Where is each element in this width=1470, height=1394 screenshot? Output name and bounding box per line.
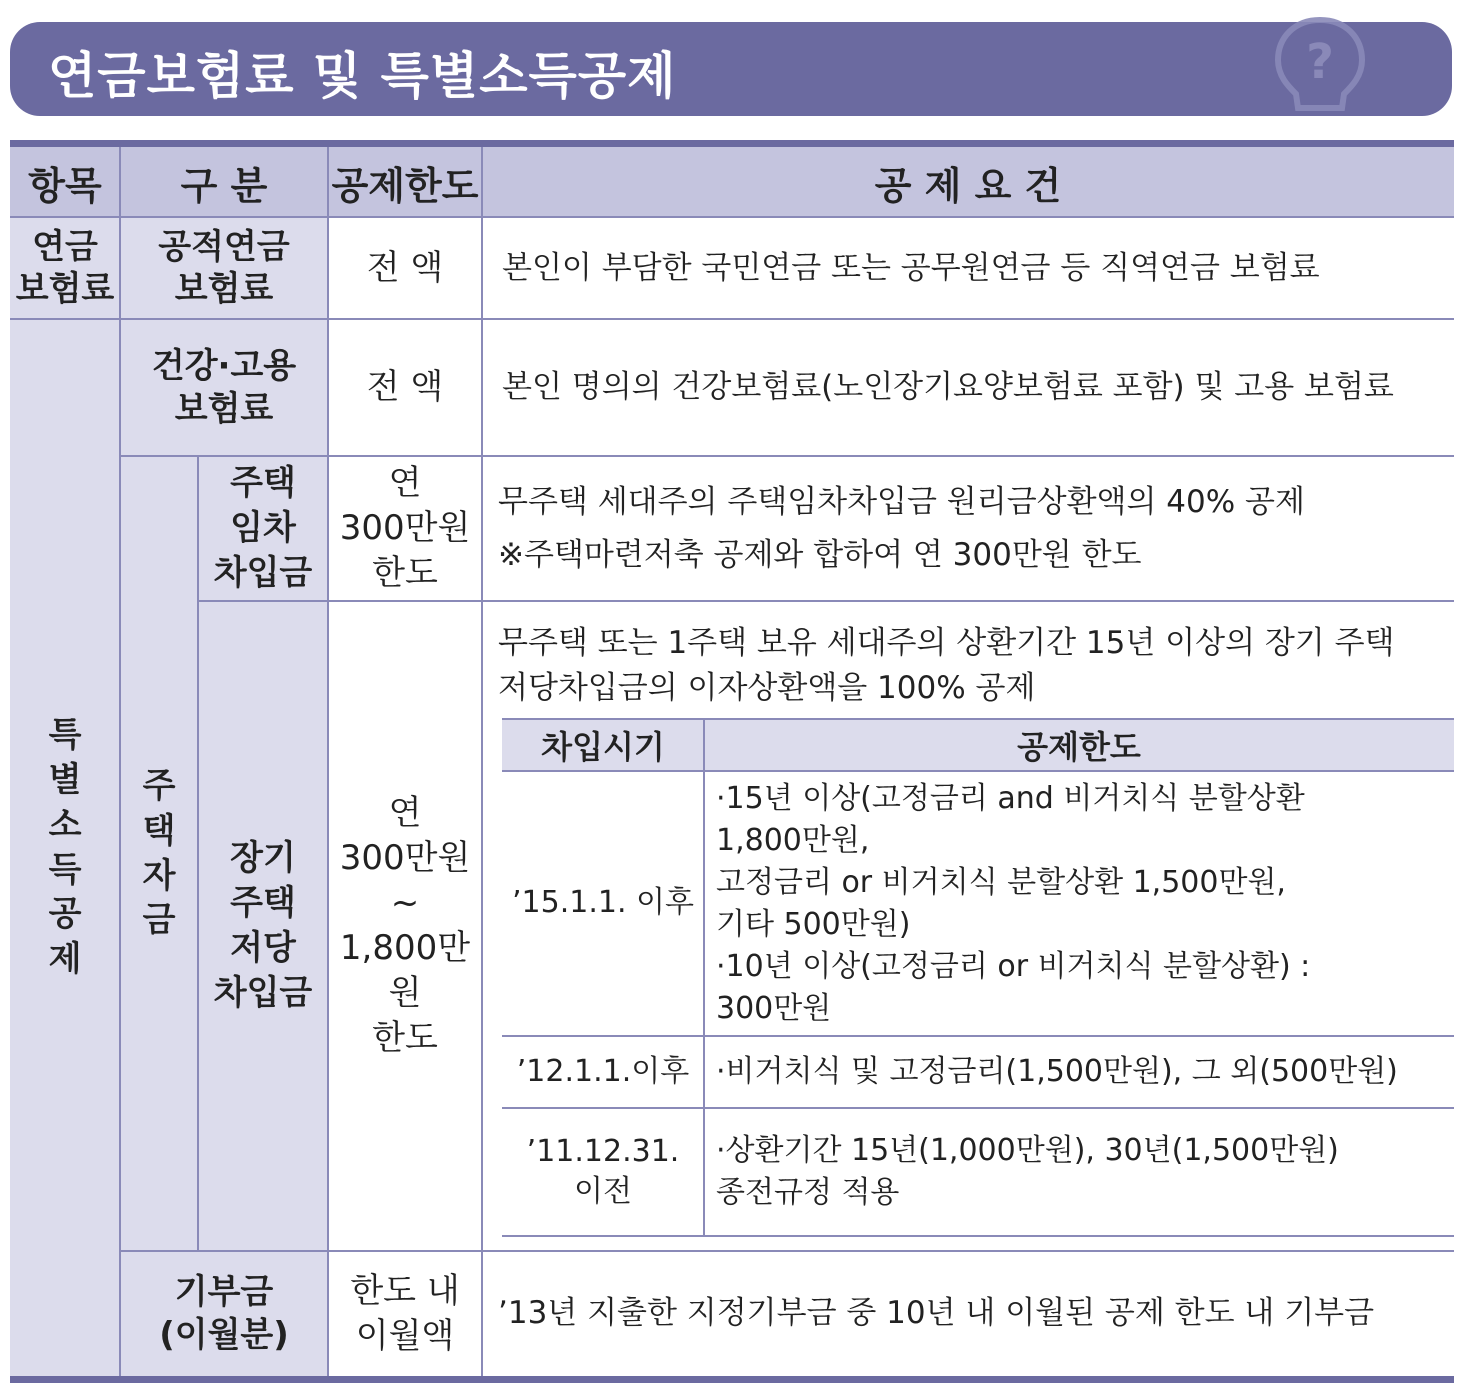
grid-line bbox=[481, 147, 483, 1376]
table-bottom-rule bbox=[10, 1376, 1454, 1383]
grid-line bbox=[502, 1035, 1454, 1037]
category-donation: 기부금 (이월분) bbox=[120, 1251, 328, 1376]
grid-line bbox=[502, 770, 1454, 772]
category-housing-funds: 주 택 자 금 bbox=[120, 456, 198, 1251]
category-mortgage-loan: 장기 주택 저당 차입금 bbox=[198, 601, 328, 1251]
grid-line bbox=[703, 719, 705, 1236]
limit-public-pension: 전 액 bbox=[366, 247, 444, 288]
requirement-rent-loan: 무주택 세대주의 주택임차차입금 원리금상환액의 40% 공제 ※주택마련저축 공제와 합하여 연 300만원 한도 bbox=[498, 483, 1305, 573]
grid-line bbox=[10, 216, 1454, 218]
page-title: 연금보험료 및 특별소득공제 bbox=[48, 47, 677, 105]
sub-period-2011: ’11.12.31. 이전 bbox=[526, 1133, 680, 1209]
grid-line bbox=[120, 455, 1454, 457]
sub-period-2012: ’12.1.1.이후 bbox=[516, 1053, 690, 1089]
requirement-public-pension: 본인이 부담한 국민연금 또는 공무원연금 등 직역연금 보험료 bbox=[502, 249, 1320, 286]
grid-line bbox=[502, 718, 1454, 720]
requirement-health-insurance: 본인 명의의 건강보험료(노인장기요양보험료 포함) 및 고용 보험료 bbox=[502, 369, 1394, 406]
limit-mortgage-loan: 연 300만원 ~ 1,800만원 한도 bbox=[339, 793, 471, 1058]
limit-health-insurance: 전 액 bbox=[366, 367, 444, 408]
header-requirement: 공 제 요 건 bbox=[482, 147, 1454, 217]
sub-limit-2011: ·상환기간 15년(1,000만원), 30년(1,500만원) 종전규정 적용 bbox=[716, 1133, 1339, 1210]
grid-line bbox=[327, 147, 329, 1376]
item-pension: 연금 보험료 bbox=[10, 217, 120, 319]
category-public-pension: 공적연금 보험료 bbox=[120, 217, 328, 319]
table-top-rule bbox=[10, 140, 1454, 147]
sub-header-period: 차입시기 bbox=[502, 719, 704, 771]
limit-donation: 한도 내 이월액 bbox=[350, 1270, 460, 1356]
grid-line bbox=[502, 1107, 1454, 1109]
grid-line bbox=[119, 147, 121, 1376]
lightbulb-question-icon bbox=[1268, 16, 1372, 116]
title-banner bbox=[10, 22, 1452, 116]
requirement-mortgage-loan: 무주택 또는 1주택 보유 세대주의 상환기간 15년 이상의 장기 주택 저당차입금의 이자상환액을 100% 공제 bbox=[498, 625, 1395, 706]
grid-line bbox=[197, 456, 199, 1251]
item-special-deduction: 특 별 소 득 공 제 bbox=[10, 319, 120, 1376]
header-limit: 공제한도 bbox=[328, 147, 482, 217]
limit-rent-loan: 연 300만원 한도 bbox=[339, 463, 471, 593]
grid-line bbox=[198, 600, 1454, 602]
svg-text:?: ? bbox=[1306, 34, 1334, 90]
sub-limit-2012: ·비거치식 및 고정금리(1,500만원), 그 외(500만원) bbox=[716, 1054, 1398, 1089]
header-category: 구 분 bbox=[120, 147, 328, 217]
grid-line bbox=[502, 1235, 1454, 1237]
sub-limit-2015: ·15년 이상(고정금리 and 비거치식 분할상환 1,800만원, 고정금리 or 비거치식 분할상환 1,500만원, 기타 500만원) ·10년 이상(고정금리 or 비거치식 분할상환) : 300만원 bbox=[716, 780, 1311, 1026]
grid-line bbox=[120, 1250, 1454, 1252]
category-rent-loan: 주택 임차 차입금 bbox=[198, 456, 328, 601]
category-health-insurance: 건강·고용 보험료 bbox=[120, 319, 328, 456]
sub-header-limit: 공제한도 bbox=[704, 719, 1454, 771]
header-item: 항목 bbox=[10, 147, 120, 217]
requirement-donation: ’13년 지출한 지정기부금 중 10년 내 이월된 공제 한도 내 기부금 bbox=[498, 1295, 1375, 1332]
sub-period-2015: ’15.1.1. 이후 bbox=[512, 885, 694, 921]
grid-line bbox=[10, 318, 1454, 320]
